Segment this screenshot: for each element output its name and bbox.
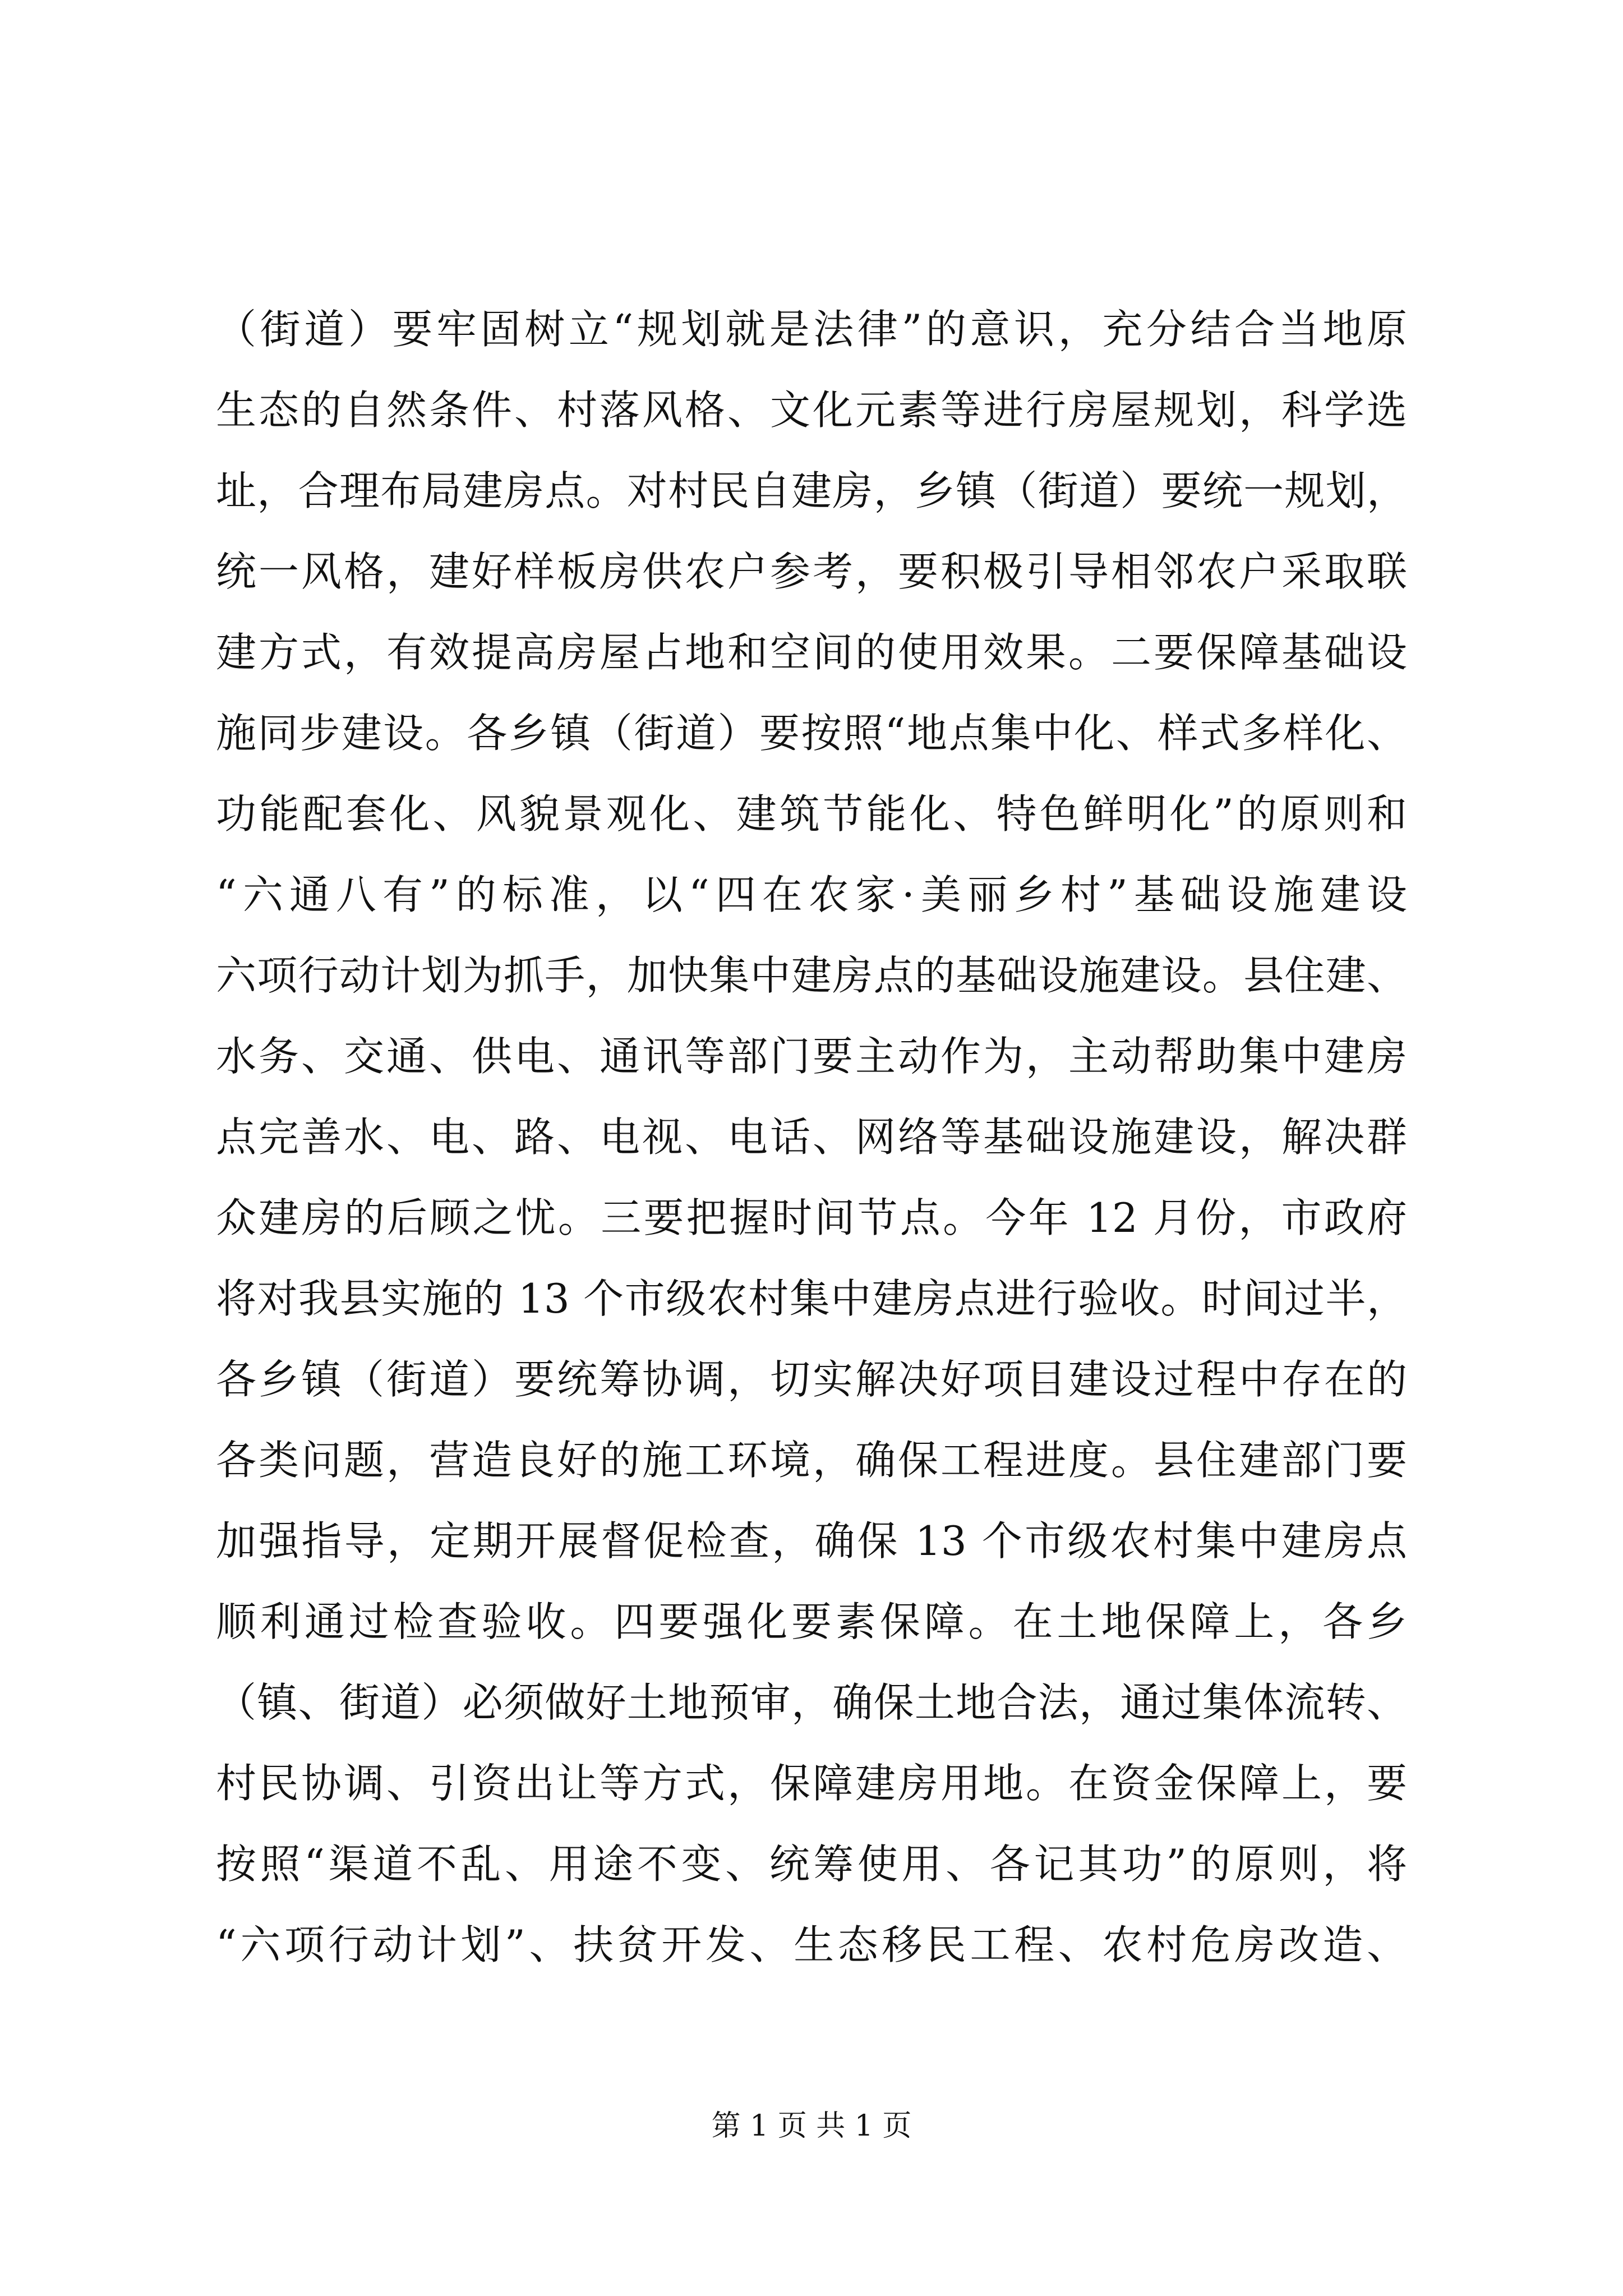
text-line: 将对我县实施的 13 个市级农村集中建房点进行验收。时间过半， — [216, 1275, 1407, 1322]
text-line: 点完善水、电、路、电视、电话、网络等基础设施建设，解决群 — [216, 1114, 1407, 1161]
body-text — [216, 289, 1407, 1985]
text-line: 址，合理布局建房点。对村民自建房，乡镇（街道）要统一规划， — [216, 467, 1407, 514]
text-line: 统一风格，建好样板房供农户参考，要积极引导相邻农户采取联 — [216, 548, 1407, 595]
page-footer: 第 1 页 共 1 页 — [711, 2109, 912, 2143]
text-line: 生态的自然条件、村落风格、文化元素等进行房屋规划，科学选 — [216, 386, 1407, 434]
text-line: 按照“渠道不乱、用途不变、统筹使用、各记其功”的原则，将 — [216, 1841, 1407, 1888]
text-line: （镇、街道）必须做好土地预审，确保土地合法，通过集体流转、 — [216, 1679, 1407, 1726]
text-line: 村民协调、引资出让等方式，保障建房用地。在资金保障上，要 — [216, 1760, 1407, 1807]
text-line: “六项行动计划”、扶贫开发、生态移民工程、农村危房改造、 — [216, 1921, 1407, 1968]
text-line: 建方式，有效提高房屋占地和空间的使用效果。二要保障基础设 — [216, 629, 1407, 676]
text-line: 水务、交通、供电、通讯等部门要主动作为，主动帮助集中建房 — [216, 1033, 1407, 1080]
text-line: 众建房的后顾之忧。三要把握时间节点。今年 12 月份，市政府 — [216, 1194, 1407, 1241]
text-line: “六通八有”的标准，以“四在农家·美丽乡村”基础设施建设 — [216, 871, 1407, 918]
text-line: 顺利通过检查验收。四要强化要素保障。在土地保障上，各乡 — [216, 1598, 1407, 1645]
text-line: 各类问题，营造良好的施工环境，确保工程进度。县住建部门要 — [216, 1437, 1407, 1484]
text-line: 功能配套化、风貌景观化、建筑节能化、特色鲜明化”的原则和 — [216, 790, 1407, 838]
text-line: 六项行动计划为抓手，加快集中建房点的基础设施建设。县住建、 — [216, 952, 1407, 999]
text-line: 各乡镇（街道）要统筹协调，切实解决好项目建设过程中存在的 — [216, 1356, 1407, 1403]
text-line: 施同步建设。各乡镇（街道）要按照“地点集中化、样式多样化、 — [216, 710, 1407, 757]
text-line: 加强指导，定期开展督促检查，确保 13 个市级农村集中建房点 — [216, 1517, 1407, 1565]
text-line: （街道）要牢固树立“规划就是法律”的意识，充分结合当地原 — [216, 306, 1407, 353]
